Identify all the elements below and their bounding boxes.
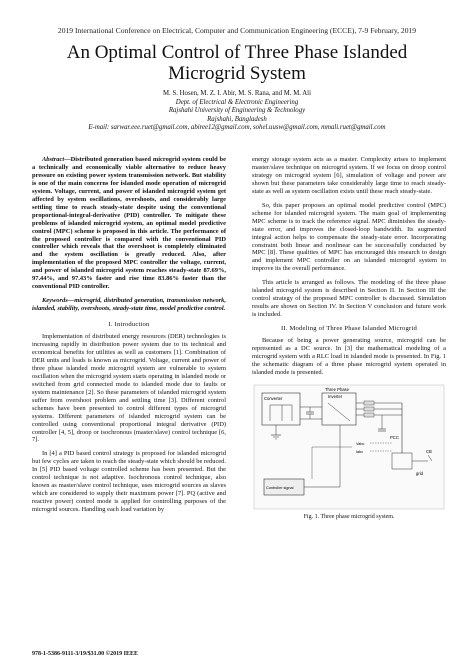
abstract-label: Abstract [42, 156, 65, 163]
intro-paragraph-5: This article is arranged as follows. The modeling of the three phase islanded microgrid system is described in Section II. In Section III the control strategy of the proposed MPC controller is discussed. Simulation results are shown on Section IV. In Section V conclusion and future work is included. [252, 279, 446, 319]
keywords [32, 297, 226, 313]
author-emails: E-mail: sarwar.eee.ruet@gmail.com, abiree12@gmail.com, sohel.uusw@gmail.com, mmali.ruet@gmail.com [88, 124, 386, 132]
right-column [252, 156, 446, 522]
microgrid-schematic [252, 383, 446, 511]
filter-inductor-b [364, 407, 374, 411]
section-heading-introduction: I. Introduction [108, 321, 150, 329]
keywords-label: Keywords [42, 297, 68, 305]
left-column [32, 156, 226, 520]
modeling-paragraph-1: Because of being a power generating source, microgrid can be represented as a DC source. In [3] the mathematical modeling of a microgrid system with a RLC load in islanded mode is presented. In Fig. 1 the schematic diagram of a three phase microgrid system operated in islanded mode is presented. [252, 337, 446, 376]
figure-1-caption: Fig. 1. Three phase microgrid system. [303, 513, 395, 520]
filter-inductor-c [364, 413, 374, 417]
author-block [0, 90, 474, 133]
figure-1 [252, 383, 446, 511]
inverter-label: Inverter [328, 393, 343, 399]
footer-copyright: 978-1-5386-9111-3/19/$31.00 ©2019 IEEE [32, 651, 138, 657]
intro-paragraph-2: In [4] a PID based control strategy is proposed for islanded microgrid but few cycles are taken to reach the steady-state which should be reduced. In [5] PID based voltage controlled scheme has been presented. But the control technique is not adaptive. Isochronous control technique, also known as master/slave control technique, uses microgrid sources as slaves which are considered to supply their maximum power [7]. PQ (active and reactive power) control mode is applied for controlling purposes of the microgrid sources. Handling each load variation by [32, 450, 226, 514]
author-department: Dept. of Electrical & Electronic Engineering [175, 98, 299, 106]
intro-paragraph-1: Implementation of distributed energy resources (DER) technologies is increasing rapidly in distribution power system due to its technical and economical benefits for utilities as well as customers [1]. Combination of DER units and loads is known as microgrid. Voltage, current and power of three phase islanded mode microgrid system are vulnerable to system oscillation when the microgrid system starts operating in islanded mode or switched from grid connected mode to islanded mode due to faults or system maintenance [2]. So these parameters of islanded microgrid system suffer from overshoot problem and settling time [3]. Different control schemes have been presented to control different types of microgrid systems. Different parameters of islanded microgrid system can be controlled using conventional proportional integral derivative (PID) controller [4, 5], droop or isochronous (master/slave) control technique [6, 7]. [32, 333, 226, 444]
converter-label: Converter [264, 395, 283, 401]
controller-label: Controller signal [266, 485, 294, 490]
keywords-text: —microgrid, distributed generation, transmission network, islanded, stability, overshoots, steady-state time, model predictive control. [32, 297, 226, 313]
author-city: Rajshahi, Bangladesh [207, 115, 267, 123]
author-names: M. S. Hosen, M. Z. I. Abir, M. S. Rana, and M. M. Ali [163, 90, 311, 97]
abstract [32, 156, 226, 291]
section-heading-modeling: II. Modeling of Three Phase Islanded Microgrid [281, 325, 417, 333]
abstract-text: —Distributed generation based microgrid system could be a technically and economically viable alternative to reduce heavy pressure on existing power system transmission network. But stability is one of the main concerns for islanded mode operation of microgrid system. Voltage, current, and power of islanded microgrid system get affected by system oscillations, overshoots, and considerably large settling time to reach steady-state despite using the conventional proportional-integral-derivative (PID) controller. To mitigate these problems of islanded microgrid system, an optimal model predictive control (MPC) scheme is proposed in this article. The performance of the proposed controller is compared with the conventional PID controller which reveals that the overshoot is completely eliminated and the system oscillation is greatly reduced. Also, after implementation of the proposed MPC controller the voltage, current, and power of islanded microgrid system reaches steady-state 87.69%, 97.44%, and 97.43% faster and rise time 83.86% faster than the conventional PID controller. [32, 156, 226, 291]
intro-paragraph-3: energy storage system acts as a master. Complexity arises to implement master/slave technique on microgrid system. If we focus on droop control strategy on microgrid system [6], simulation of voltage and power are shown but these parameters take considerably large time to reach steady-state as well as system oscillation exists until these reach steady-state. [252, 156, 446, 195]
conference-header: 2019 International Conference on Electrical, Computer and Communication Engineering (ECCE), 7-9 February, 2019 [57, 26, 417, 35]
paper-title: An Optimal Control of Three Phase Islanded Microgrid System [66, 42, 408, 84]
pcc-label: PCC [390, 434, 399, 440]
three-phase-label: Three Phase [325, 386, 349, 392]
vabc-label: Vabc [356, 441, 365, 446]
intro-paragraph-4: So, this paper proposes an optimal model predictive control (MPC) scheme for islanded microgrid system. The main goal of implementing MPC scheme is to track the reference signal. MPC diminishes the steady-state error, and improves the closed-loop bandwidth. Its augmented integral action helps to compensate the steady-state error. Incorporating constraint both linear and nonlinear can be successfully conducted by MPC [8]. These qualities of MPC has encouraged this research to design and implement MPC controller on an islanded microgrid system to improve its the overall performance. [252, 201, 446, 273]
cb-label: CB [426, 448, 432, 454]
author-university: Rajshahi University of Engineering & Technology [168, 107, 306, 115]
filter-inductor-a [364, 401, 374, 405]
grid-label: grid [416, 470, 423, 476]
iabc-label: Iabc [356, 449, 364, 454]
